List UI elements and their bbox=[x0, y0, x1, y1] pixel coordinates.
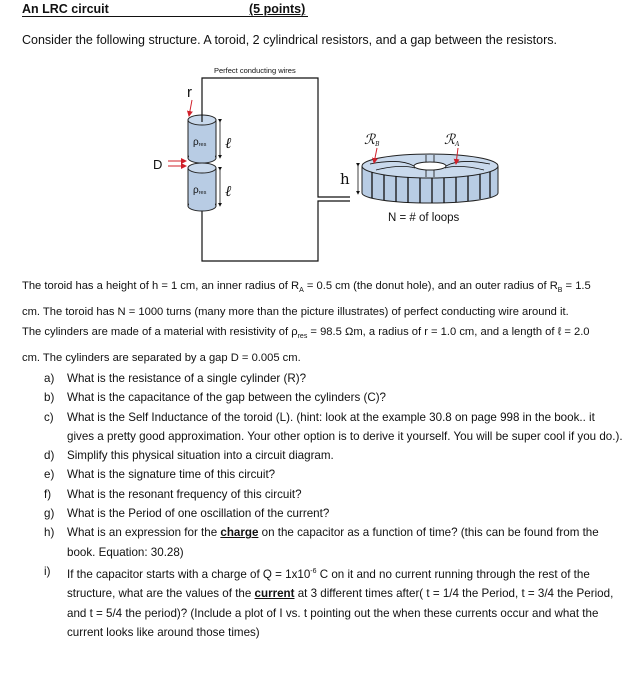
circuit-figure bbox=[140, 60, 500, 270]
length-label-lower: ℓ bbox=[225, 182, 232, 200]
question-b: b) What is the capacitance of the gap between the cylinders (C)? bbox=[44, 391, 387, 405]
intro-text: Consider the following structure. A toroid, 2 cylindrical resistors, and a gap between the resistors. bbox=[22, 33, 557, 47]
toroid bbox=[362, 154, 498, 203]
radius-label: r bbox=[187, 84, 192, 101]
wire-loop bbox=[202, 78, 350, 261]
question-list bbox=[44, 369, 624, 642]
wire-label: Perfect conducting wires bbox=[214, 66, 296, 75]
loops-label: N = # of loops bbox=[388, 212, 460, 224]
problem-title: An LRC circuit bbox=[22, 2, 109, 16]
question-d: d) Simplify this physical situation into a circuit diagram. bbox=[44, 449, 334, 463]
question-e: e) What is the signature time of this circuit? bbox=[44, 468, 276, 482]
description-line-1: The toroid has a height of h = 1 cm, an inner radius of $R_A = 0.5$ cm (the donut hole), and an outer radius of $R_B = 1.5$ bbox=[22, 280, 591, 295]
description-line-2: cm. The toroid has N = 1000 turns (many more than the picture illustrates) of perfect conducting wire around it. bbox=[22, 305, 569, 318]
emphasis-current: current bbox=[254, 587, 295, 601]
question-i: i) If the capacitor starts with a charge of $Q = 1x10^{-6}$ C on it and no current running through the rest of the structure, what are the values of the current at 3 different times after( t = 1/4 the Period, t = 3/4 the Period, and t = 5/4 the period)? (Include a plot of I vs. t pointing out the when these currents occur and what the current looks like around those times) bbox=[44, 564, 614, 639]
outer-radius-label: ℛB bbox=[364, 132, 380, 148]
length-label-upper: ℓ bbox=[225, 134, 232, 152]
resistivity-label-upper: ρres bbox=[193, 137, 207, 148]
upper-cylinder bbox=[188, 112, 216, 163]
question-g: g) What is the Period of one oscillation of the current? bbox=[44, 507, 330, 521]
question-h: h) What is an expression for the charge on the capacitor as a function of time? (this can be found from the book. Equation: 30.28) bbox=[44, 526, 599, 559]
gap-label: D bbox=[153, 157, 163, 172]
problem-header bbox=[22, 2, 308, 17]
inner-radius-label: ℛA bbox=[444, 132, 460, 148]
resistivity-label-lower: ρres bbox=[193, 185, 207, 196]
description-line-4: cm. The cylinders are separated by a gap D = 0.005 cm. bbox=[22, 351, 301, 364]
description-line-3: The cylinders are made of a material with resistivity of $\rho_{res} = 98.5$ Ωm, a radius of r = 1.0 cm, and a length of ℓ = 2.0 bbox=[22, 326, 590, 341]
lower-cylinder bbox=[188, 163, 216, 211]
question-f: f) What is the resonant frequency of this circuit? bbox=[44, 487, 302, 501]
question-a: a) What is the resistance of a single cylinder (R)? bbox=[44, 372, 307, 385]
emphasis-charge: charge bbox=[220, 526, 259, 540]
problem-points: (5 points) bbox=[249, 2, 306, 16]
question-c: c) What is the Self Inductance of the toroid (L). (hint: look at the example 30.8 on page 998 in the book.. it gives a pretty good approximation. Your other option is to derive it yourself. You will be super cool if you do.). bbox=[44, 410, 623, 443]
problem-description bbox=[22, 276, 622, 368]
height-label: h bbox=[340, 170, 350, 188]
